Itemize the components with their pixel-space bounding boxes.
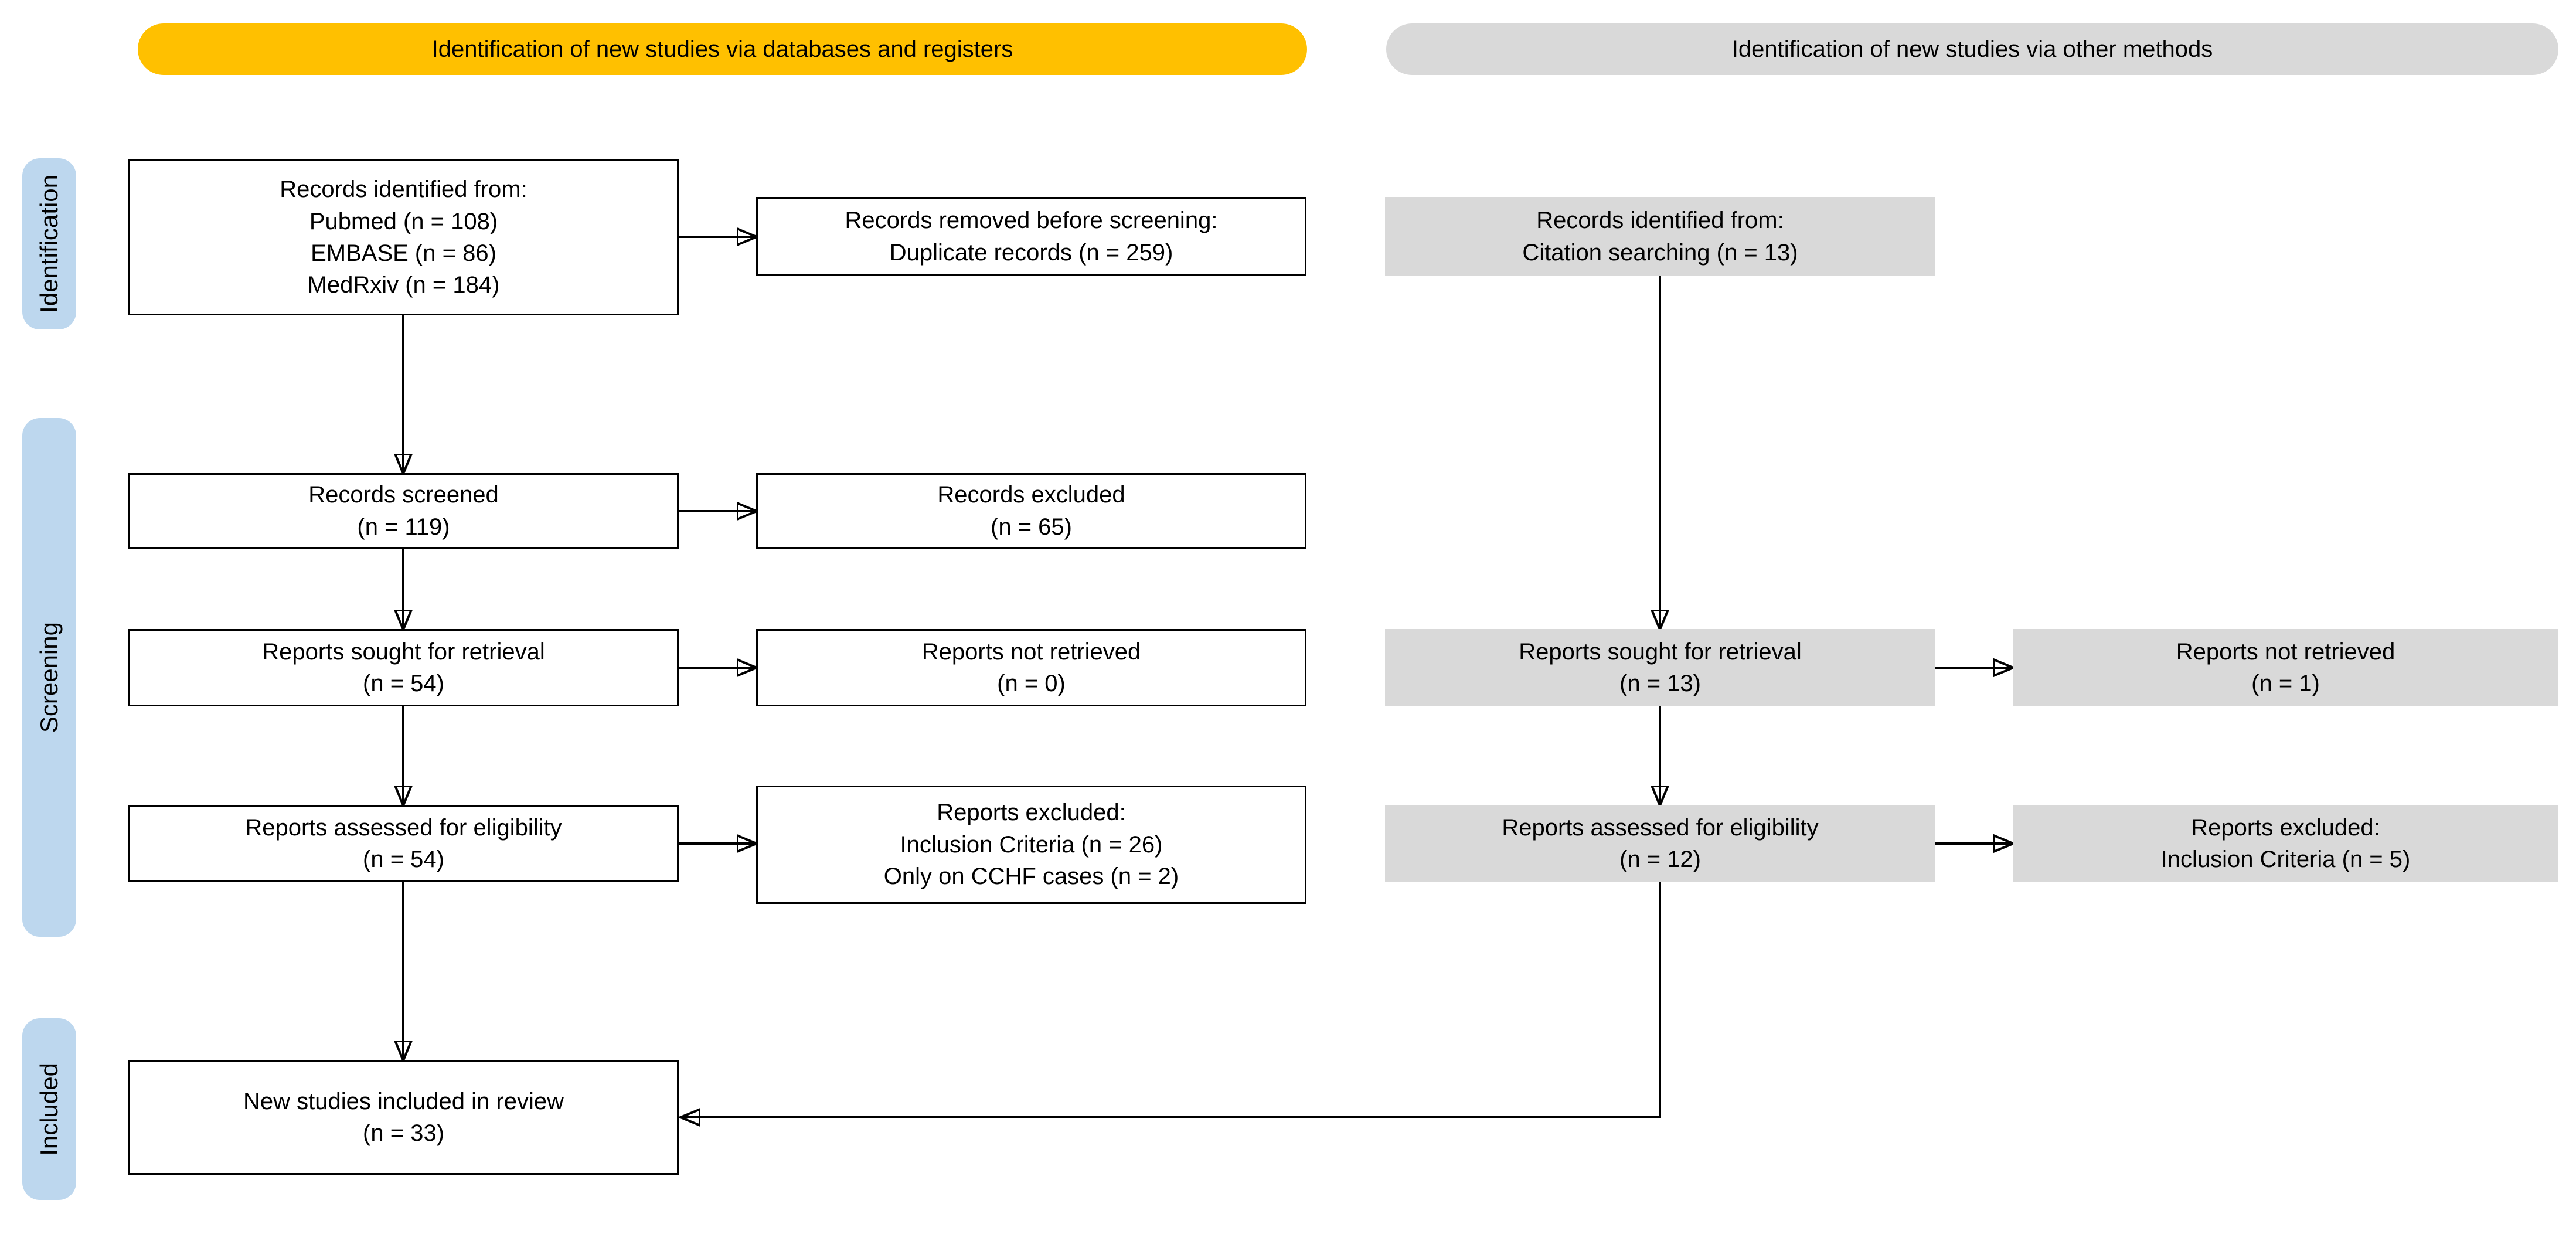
box-db-reports-excluded: Reports excluded: Inclusion Criteria (n = 26) Only on CCHF cases (n = 2) [756, 786, 1306, 904]
box-db-reports-assessed: Reports assessed for eligibility (n = 54) [128, 805, 679, 882]
box-db-reports-sought: Reports sought for retrieval (n = 54) [128, 629, 679, 706]
side-label-identification-text: Identification [35, 175, 63, 313]
box-db-records-screened: Records screened (n = 119) [128, 473, 679, 549]
box-included-studies: New studies included in review (n = 33) [128, 1060, 679, 1175]
box-om-reports-excluded: Reports excluded: Inclusion Criteria (n = 5) [2013, 805, 2558, 882]
box-om-reports-assessed: Reports assessed for eligibility (n = 12) [1385, 805, 1935, 882]
side-label-identification [22, 158, 76, 329]
box-db-records-excluded: Records excluded (n = 65) [756, 473, 1306, 549]
side-label-screening [22, 418, 76, 937]
box-om-reports-sought: Reports sought for retrieval (n = 13) [1385, 629, 1935, 706]
box-om-records-identified: Records identified from: Citation searching (n = 13) [1385, 197, 1935, 276]
box-db-records-removed: Records removed before screening: Duplicate records (n = 259) [756, 197, 1306, 276]
side-label-screening-text: Screening [35, 621, 63, 733]
header-pill-databases: Identification of new studies via databases and registers [138, 23, 1307, 75]
header-pill-other-methods: Identification of new studies via other methods [1386, 23, 2558, 75]
box-db-reports-not-retrieved: Reports not retrieved (n = 0) [756, 629, 1306, 706]
side-label-included-text: Included [35, 1062, 63, 1156]
box-om-reports-not-retrieved: Reports not retrieved (n = 1) [2013, 629, 2558, 706]
side-label-included [22, 1018, 76, 1200]
box-db-records-identified: Records identified from: Pubmed (n = 108) EMBASE (n = 86) MedRxiv (n = 184) [128, 159, 679, 315]
